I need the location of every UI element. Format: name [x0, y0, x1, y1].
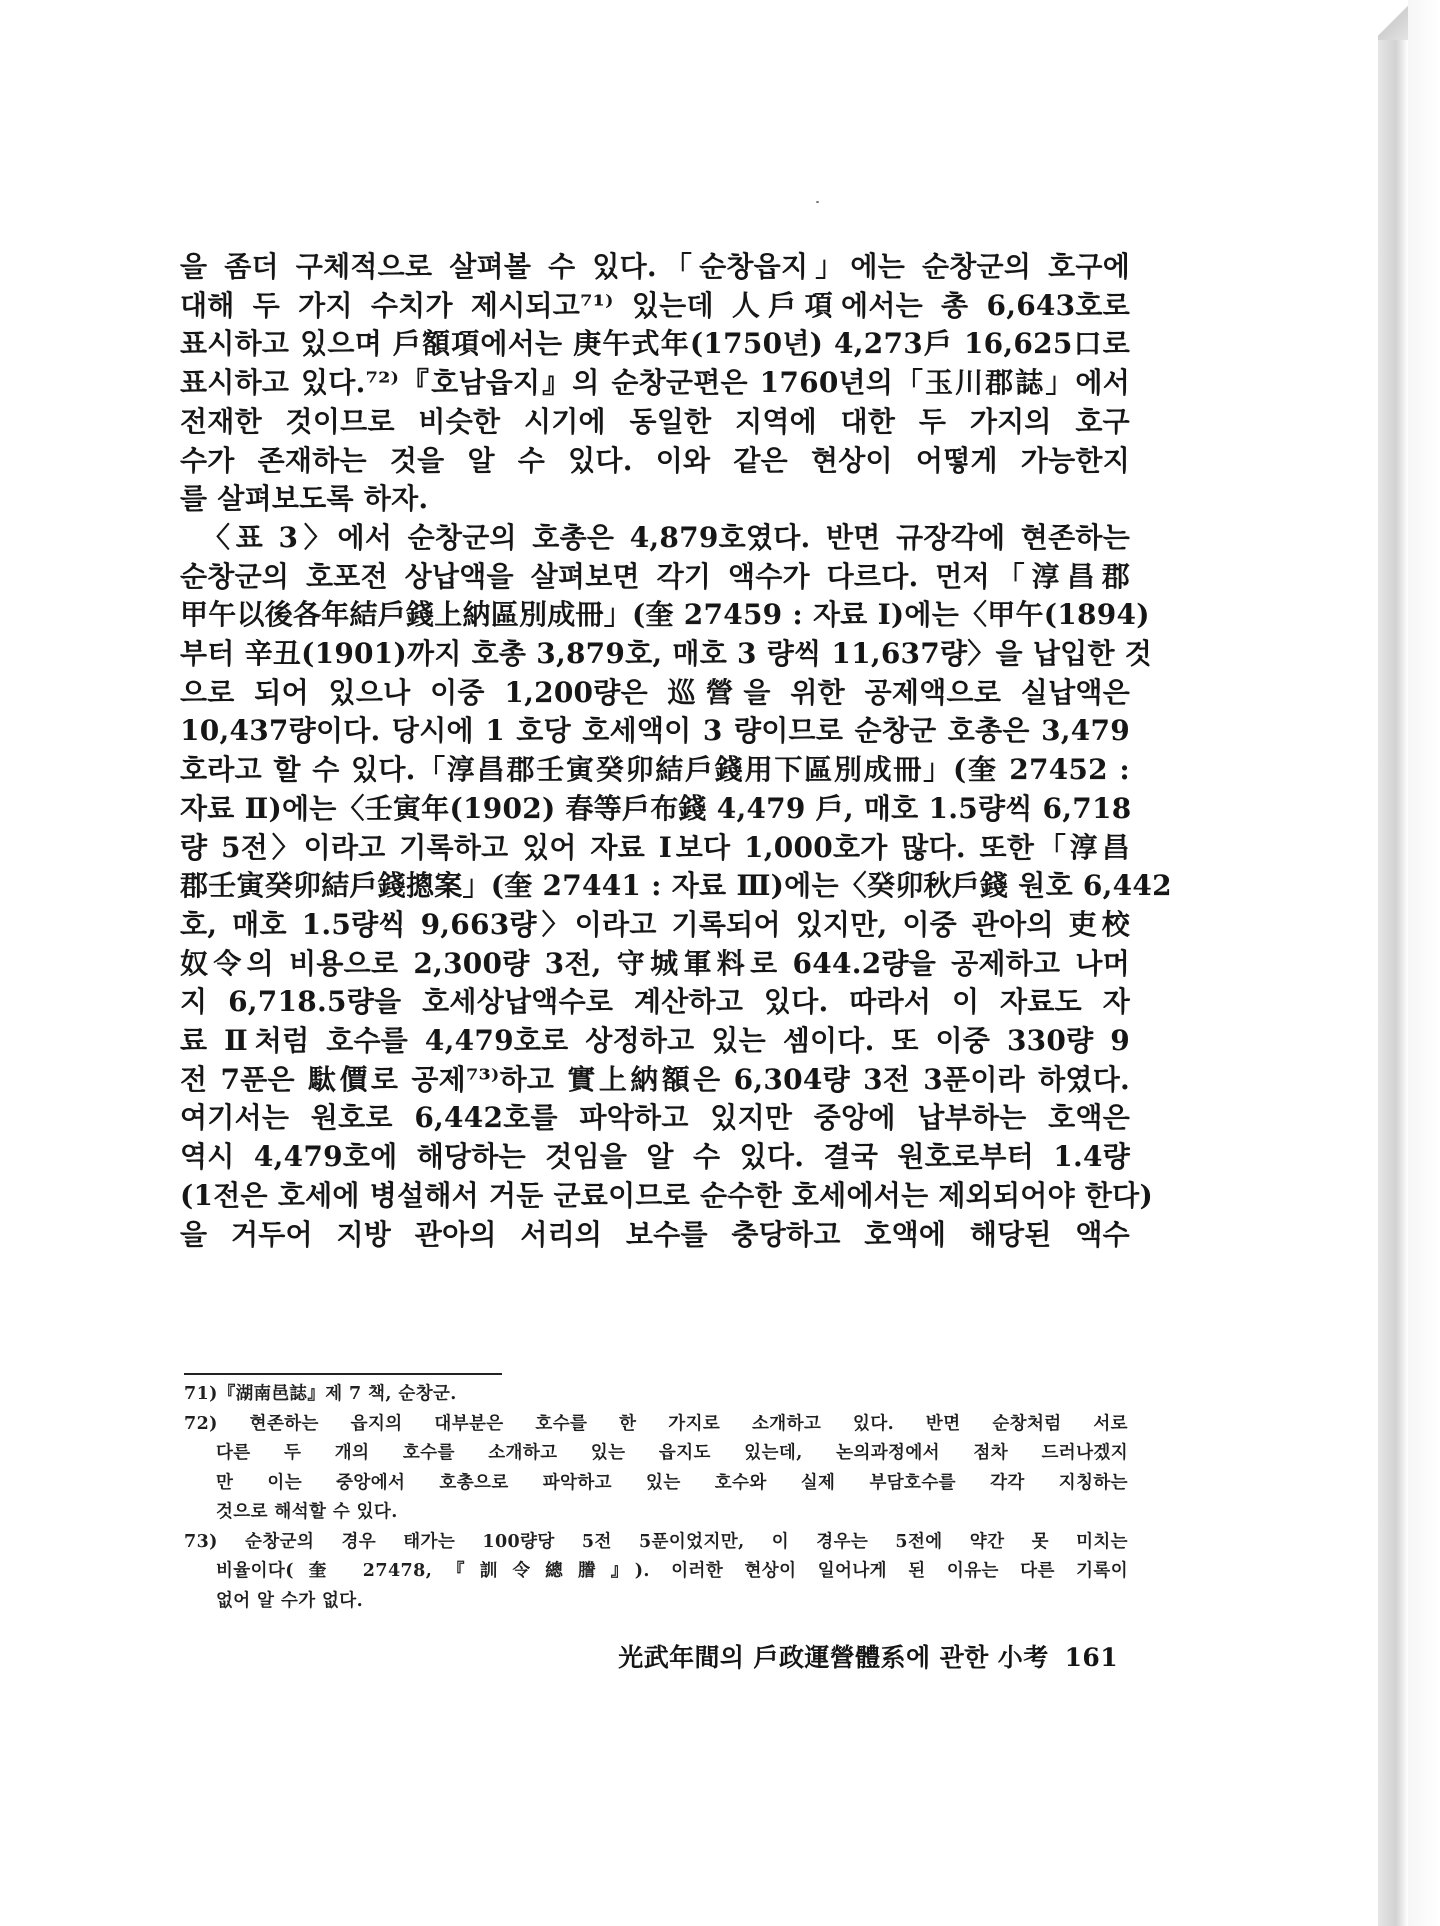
body-line: 호, 매호 1.5량씩 9,663량〉이라고 기록되어 있지만, 이중 관아의 吏校 [180, 907, 1130, 941]
footnote-73-cont: 비율이다(奎 27478,『訓令總謄』). 이러한 현상이 일어나게 된 이유는 다른 기록이 [216, 1561, 1128, 1581]
body-line: 으로 되어 있으나 이중 1,200량은 巡營을 위한 공제액으로 실납액은 [180, 675, 1130, 709]
body-line: 을 거두어 지방 관아의 서리의 보수를 충당하고 호액에 해당된 액수 [180, 1217, 1130, 1251]
body-line: 자료 Ⅱ)에는〈壬寅年(1902) 春等戶布錢 4,479 戶, 매호 1.5량씩 6,718 [180, 791, 1132, 825]
body-line: 량 5전〉이라고 기록하고 있어 자료 Ⅰ보다 1,000호가 많다. 또한「淳昌 [180, 830, 1130, 864]
footnote-72: 72) 현존하는 읍지의 대부분은 호수를 한 가지로 소개하고 있다. 반면 순창처럼 서로 [184, 1413, 1128, 1434]
page-curl-edge [1378, 0, 1408, 1926]
body-line: 郡壬寅癸卯結戶錢摠案」(奎 27441 : 자료 Ⅲ)에는〈癸卯秋戶錢 원호 6,442 [180, 869, 1172, 903]
running-footer [578, 1638, 1118, 1674]
body-line: 료 Ⅱ처럼 호수를 4,479호로 상정하고 있는 셈이다. 또 이중 330량 9 [180, 1024, 1130, 1058]
body-line: 奴令의 비용으로 2,300량 3전, 守城軍料로 644.2량을 공제하고 나머 [180, 946, 1130, 980]
body-line: 〈표 3〉에서 순창군의 호총은 4,879호였다. 반면 규장각에 현존하는 [202, 520, 1130, 554]
body-line: 전재한 것이므로 비슷한 시기에 동일한 지역에 대한 두 가지의 호구 [180, 404, 1130, 438]
body-line: 10,437량이다. 당시에 1 호당 호세액이 3 량이므로 순창군 호총은 3,479 [180, 714, 1130, 748]
scan-speck [816, 201, 819, 203]
body-line: 대해 두 가지 수치가 제시되고⁷¹⁾ 있는데 人戶項에서는 총 6,643호로 [180, 288, 1130, 322]
footnote-72-cont: 만 이는 중앙에서 호총으로 파악하고 있는 호수와 실제 부담호수를 각각 지칭하는 [216, 1472, 1128, 1493]
footnote-71: 71)『湖南邑誌』제 7 책, 순창군. [184, 1384, 457, 1404]
body-line: (1전은 호세에 병설해서 거둔 군료이므로 순수한 호세에서는 제외되어야 한다) [180, 1178, 1153, 1212]
body-line: 를 살펴보도록 하자. [180, 482, 429, 516]
body-line: 순창군의 호포전 상납액을 살펴보면 각기 액수가 다르다. 먼저「淳昌郡 [180, 559, 1130, 593]
body-line: 전 7푼은 駄價로 공제⁷³⁾하고 實上納額은 6,304량 3전 3푼이라 하였다. [180, 1062, 1130, 1096]
footer-title: 光武年間의 戶政運營體系에 관한 小考 [618, 1643, 1049, 1672]
body-line: 역시 4,479호에 해당하는 것임을 알 수 있다. 결국 원호로부터 1.4량 [180, 1140, 1130, 1174]
footnote-73: 73) 순창군의 경우 태가는 100량당 5전 5푼이었지만, 이 경우는 5전에 약간 못 미치는 [184, 1531, 1128, 1552]
footnote-72-cont: 다른 두 개의 호수를 소개하고 있는 읍지도 있는데, 논의과정에서 점차 드러나겠지 [216, 1443, 1128, 1463]
body-line: 표시하고 있으며 戶額項에서는 庚午式年(1750년) 4,273戶 16,625口로 [180, 327, 1130, 361]
body-line: 부터 辛丑(1901)까지 호총 3,879호, 매호 3 량씩 11,637량〉을 납입한 것 [180, 637, 1153, 671]
page-number: 161 [1064, 1643, 1118, 1672]
footnote-72-cont: 것으로 해석할 수 있다. [216, 1502, 398, 1522]
page-curl-corner [1378, 0, 1408, 40]
page-shadow [1408, 0, 1440, 1926]
footnote-divider [184, 1373, 502, 1375]
body-line: 을 좀더 구체적으로 살펴볼 수 있다.「순창읍지」에는 순창군의 호구에 [180, 250, 1130, 283]
body-text [180, 248, 1172, 1254]
body-line: 수가 존재하는 것을 알 수 있다. 이와 같은 현상이 어떻게 가능한지 [180, 443, 1130, 477]
footnote-73-cont: 없어 알 수가 없다. [216, 1590, 364, 1611]
body-line: 여기서는 원호로 6,442호를 파악하고 있지만 중앙에 납부하는 호액은 [180, 1101, 1130, 1135]
body-line: 지 6,718.5량을 호세상납액수로 계산하고 있다. 따라서 이 자료도 자 [180, 985, 1130, 1019]
body-line: 표시하고 있다.⁷²⁾『호남읍지』의 순창군편은 1760년의「玉川郡誌」에서 [180, 366, 1130, 400]
body-line: 甲午以後各年結戶錢上納區別成冊」(奎 27459 : 자료 Ⅰ)에는〈甲午(1894) [180, 598, 1150, 632]
footnotes [184, 1380, 1128, 1616]
body-line: 호라고 할 수 있다.「淳昌郡壬寅癸卯結戶錢用下區別成冊」(奎 27452 : [180, 753, 1130, 787]
